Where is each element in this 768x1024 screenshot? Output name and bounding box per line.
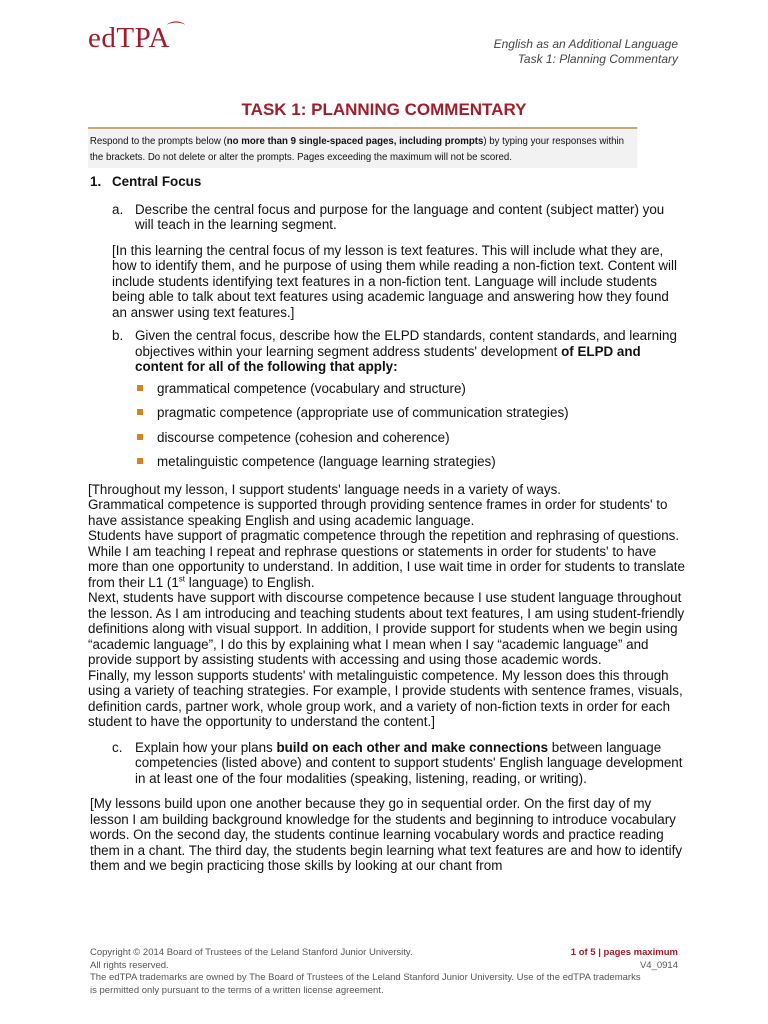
section-number: 1. bbox=[90, 174, 102, 189]
prompt-c-letter: c. bbox=[112, 739, 123, 755]
superscript: st bbox=[178, 574, 186, 584]
list-item: metalinguistic competence (language learning strategies) bbox=[135, 454, 685, 470]
instructions-post: ) by typing your responses within the brackets. Do not delete or alter the prompts. Pages exceeding the maximum will not be scored. bbox=[89, 135, 625, 163]
response-a[interactable]: [In this learning the central focus of my lesson is text features. This will include what they are, how to identify them, and he purpose of using them while reading a non-fiction text. Content will include students identifying text features in a non-fiction tent. Language will include students being able to talk about text features using academic language and answering how they found an answer using text features.] bbox=[112, 242, 677, 320]
header-task: Task 1: Planning Commentary bbox=[517, 52, 678, 66]
commentary-body bbox=[90, 174, 685, 882]
page-count: 1 of 5 | bbox=[570, 947, 601, 958]
instructions-box bbox=[88, 127, 637, 168]
list-item: pragmatic competence (appropriate use of communication strategies) bbox=[135, 405, 685, 421]
version-label: V4_0914 bbox=[639, 959, 678, 971]
prompt-c-text: Explain how your plans bbox=[135, 739, 277, 755]
response-b-p5: Finally, my lesson supports students' with metalinguistic competence. My lesson does this through using a variety of teaching strategies. For example, I provide students with sentence frames, visuals, definition cards, partner work, whole group work, and a variety of non-fiction texts in order for each student to have the opportunity to understand the content.] bbox=[88, 667, 683, 729]
prompt-c-bold: build on each other and make connections bbox=[276, 739, 549, 755]
footer-trademark: The edTPA trademarks are owned by The Board of Trustees of the Leland Stanford Junior University. Use of the edTPA trademarks is permitted only pursuant to the terms of a written license agreement. bbox=[90, 972, 641, 996]
section-heading bbox=[90, 174, 685, 190]
response-b-p4: Next, students have support with discourse competence because I use student language throughout the lesson. As I am introducing and teaching students about text features, I am using student-friendly definitions along with visual support. In addition, I provide support for students when we begin using “academic language”, I do this by explaining what I mean when I say “academic language” and provide support by assisting students with accessing and using those academic words. bbox=[88, 590, 685, 667]
page-max: pages maximum bbox=[600, 947, 678, 958]
response-b-p3-text: Students have support of pragmatic competence through the repetition and rephrasing of questions. While I am teaching I repeat and rephrase questions or statements in order for students' to have more than one opportunity to understand. In addition, I use wait time in order for students to translate from their L1 (1 bbox=[88, 528, 685, 590]
footer-rights: All rights reserved. bbox=[90, 959, 169, 971]
response-b[interactable] bbox=[88, 482, 685, 730]
prompt-a bbox=[90, 202, 685, 233]
response-c[interactable]: [My lessons build upon one another because they go in sequential order. On the first day of my lesson I am building background knowledge for the students and beginning to introduce vocabulary words. On the second day, the students continue learning vocabulary words and practice reading them in a chant. The third day, the students begin learning what text features are and how to identify them and we begin practicing those skills by looking at our chant from bbox=[90, 796, 683, 873]
prompt-b bbox=[90, 328, 685, 375]
prompt-b-bold: of ELPD and content for all of the following that apply: bbox=[135, 343, 641, 374]
prompt-b-letter: b. bbox=[112, 328, 124, 343]
instructions-pre: Respond to the prompts below ( bbox=[89, 135, 227, 147]
footer-page-info bbox=[571, 947, 678, 972]
prompt-a-letter: a. bbox=[112, 201, 124, 217]
prompt-b-text: Given the central focus, describe how the ELPD standards, content standards, and learning objectives within your learning segment address students' development bbox=[135, 328, 677, 359]
list-item: grammatical competence (vocabulary and structure) bbox=[135, 381, 685, 397]
logo-text: edTPA bbox=[88, 22, 170, 54]
footer-legal bbox=[90, 947, 650, 997]
section-title: Central Focus bbox=[112, 174, 202, 189]
instructions-bold: no more than 9 single-spaced pages, including prompts bbox=[226, 135, 484, 147]
header-subject: English as an Additional Language bbox=[493, 37, 678, 51]
prompt-c-text-end: between language competencies (listed above) and content to support students' English language development in at least one of the four modalities (speaking, listening, reading, or writing). bbox=[135, 739, 683, 786]
document-header bbox=[494, 37, 678, 67]
page-title: TASK 1: PLANNING COMMENTARY bbox=[241, 100, 527, 119]
competence-list bbox=[90, 381, 685, 470]
prompt-c bbox=[90, 740, 685, 787]
edtpa-logo bbox=[88, 22, 186, 55]
response-b-p3 bbox=[88, 528, 685, 590]
response-b-p2: Grammatical competence is supported through providing sentence frames in order for students' to have assistance speaking English and using academic language. bbox=[88, 497, 668, 528]
logo-swoosh-icon: ⌒ bbox=[167, 21, 186, 41]
response-b-p3-end: language) to English. bbox=[185, 574, 315, 590]
footer-copyright: Copyright © 2014 Board of Trustees of the Leland Stanford Junior University. bbox=[90, 947, 413, 958]
prompt-a-text: Describe the central focus and purpose for the language and content (subject matter) you will teach in the learning segment. bbox=[135, 201, 665, 232]
response-b-p1: [Throughout my lesson, I support students' language needs in a variety of ways. bbox=[88, 481, 561, 497]
list-item: discourse competence (cohesion and coherence) bbox=[135, 430, 685, 446]
